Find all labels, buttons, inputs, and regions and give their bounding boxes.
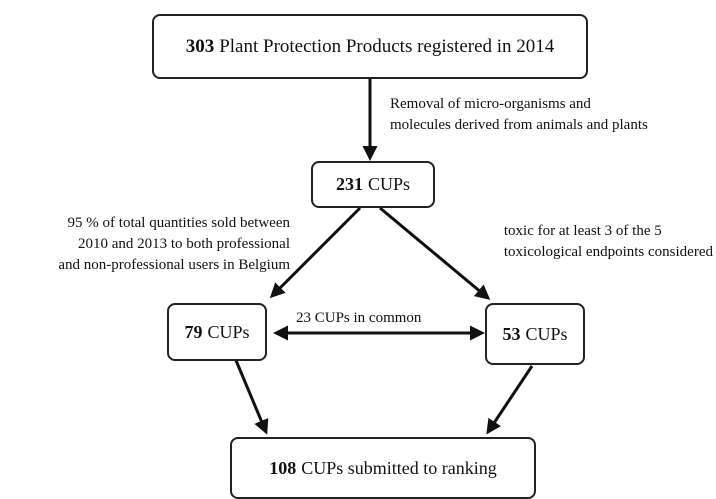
annotation-common: 23 CUPs in common [296,310,422,326]
annotation-toxic-line-1: toxic for at least 3 of the 5 [503,223,662,239]
arrow-right-to-bottom [488,366,532,432]
node-231-count: 231 [335,174,363,194]
annotation-toxic [504,221,713,263]
node-108-label: CUPs submitted to ranking [301,457,497,478]
arrow-left-to-bottom [235,358,266,432]
annotation-sold-line-1: 95 % of total quantities sold between [67,215,290,231]
node-79-cups [167,303,267,361]
annotation-sold-line-2: 2010 and 2013 to both professional [77,236,290,252]
node-79-count: 79 [184,321,203,342]
arrow-mid-to-right [380,208,488,298]
node-231-label: CUPs [367,174,411,194]
node-53-label: CUPs [525,323,568,344]
annotation-sold-quantities [58,213,290,276]
node-registered-products [152,14,588,79]
node-231-cups [311,161,435,208]
node-registered-label: Plant Protection Products registered in 2014 [219,35,555,57]
node-79-label: CUPs [207,321,250,342]
node-registered-count: 303 [185,35,215,57]
annotation-toxic-line-2: toxicological endpoints considered [503,244,713,260]
node-submitted-to-ranking [230,437,536,499]
node-53-count: 53 [502,323,521,344]
annotation-removal-line-2: molecules derived from animals and plants [390,117,648,133]
annotation-sold-line-3: and non-professional users in Belgium [58,257,290,273]
node-108-count: 108 [269,457,297,478]
annotation-removal [390,94,648,136]
annotation-removal-line-1: Removal of micro-organisms and [390,96,591,112]
node-53-cups [485,303,585,365]
